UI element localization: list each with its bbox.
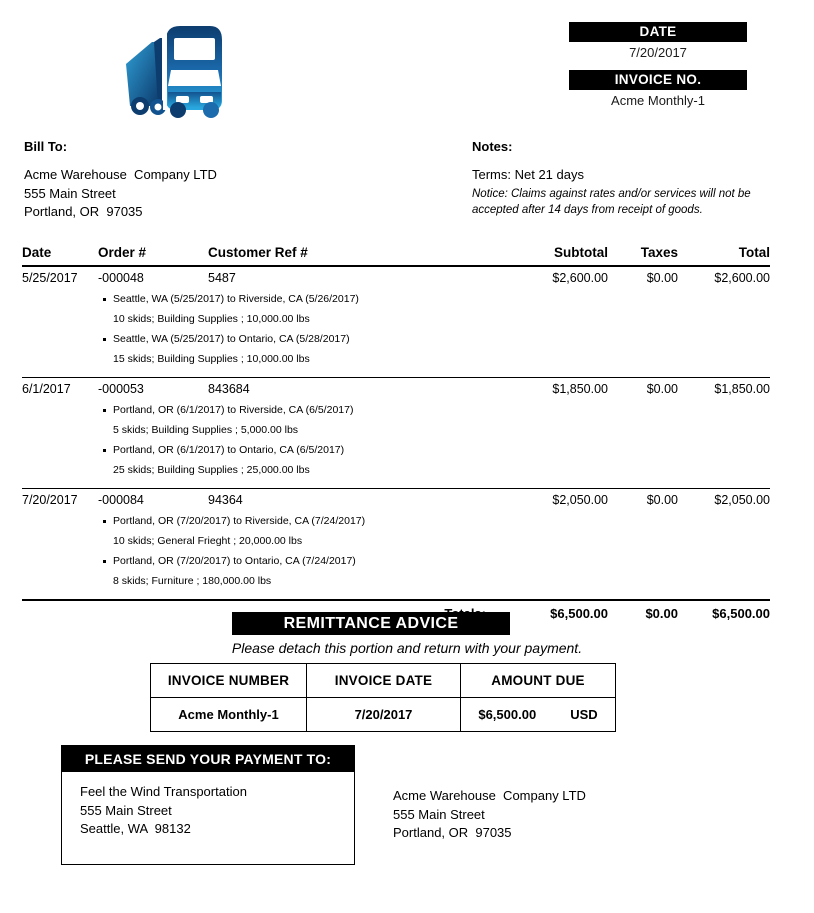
remittance-invoice-number: Acme Monthly-1 [151, 698, 307, 732]
detail-cargo: 8 skids; Furniture ; 180,000.00 lbs [113, 575, 272, 587]
remittance-invoice-date: 7/20/2017 [307, 698, 461, 732]
detail-cargo: 25 skids; Building Supplies ; 25,000.00 lbs [113, 464, 310, 476]
detail-route: Portland, OR (7/20/2017) to Ontario, CA (7/24/2017) [22, 551, 770, 571]
detail-route: Seattle, WA (5/25/2017) to Riverside, CA (5/26/2017) [22, 289, 770, 309]
row-details [22, 398, 770, 488]
row-details [22, 287, 770, 377]
remittance-table [150, 663, 616, 732]
cell-order: -000053 [98, 382, 144, 396]
remittance-subtitle: Please detach this portion and return with your payment. [231, 640, 583, 656]
column-header-order: Order # [98, 245, 147, 260]
notes-terms: Terms: Net 21 days [472, 167, 584, 182]
column-header-subtotal: Subtotal [554, 245, 608, 260]
payer-line: Portland, OR 97035 [393, 825, 512, 840]
cell-total: $1,850.00 [714, 382, 770, 396]
bill-to-label: Bill To: [24, 139, 68, 154]
invoice-table [22, 245, 770, 621]
detail-route: Seattle, WA (5/25/2017) to Ontario, CA (5/28/2017) [22, 329, 770, 349]
bill-to-line: 555 Main Street [24, 185, 116, 201]
truck-logo [118, 18, 228, 120]
notes-label: Notes: [472, 139, 513, 154]
remittance-title: REMITTANCE ADVICE [232, 612, 510, 635]
totals-total: $6,500.00 [712, 606, 770, 621]
detail-cargo: 10 skids; Building Supplies ; 10,000.00 lbs [113, 313, 310, 325]
notes-notice: Notice: Claims against rates and/or services will not be accepted after 14 days from receipt of goods. [472, 188, 751, 216]
payee-line: Feel the Wind Transportation [80, 784, 247, 799]
table-row [22, 378, 770, 488]
detail-route: Portland, OR (6/1/2017) to Ontario, CA (6/5/2017) [22, 440, 770, 460]
remittance-value-row [151, 698, 616, 732]
cell-taxes: $0.00 [646, 493, 678, 507]
payer-address [393, 787, 713, 843]
detail-cargo: 15 skids; Building Supplies ; 10,000.00 lbs [113, 353, 310, 365]
totals-taxes: $0.00 [645, 606, 678, 621]
cell-ref: 94364 [208, 493, 243, 507]
table-row [22, 267, 770, 377]
invoice-no-label: INVOICE NO. [569, 70, 747, 90]
cell-subtotal: $2,600.00 [552, 271, 608, 285]
payee-line: 555 Main Street [80, 802, 172, 818]
cell-total: $2,600.00 [714, 271, 770, 285]
table-row [22, 489, 770, 599]
column-header-date: Date [22, 245, 52, 260]
date-label: DATE [569, 22, 747, 42]
detail-cargo: 10 skids; General Frieght ; 20,000.00 lbs [113, 535, 303, 547]
bill-to-line: Acme Warehouse Company LTD [24, 167, 217, 182]
payment-heading: PLEASE SEND YOUR PAYMENT TO: [62, 746, 354, 772]
cell-order: -000048 [98, 271, 144, 285]
remittance-col-invoice-number: INVOICE NUMBER [151, 664, 307, 698]
row-details [22, 509, 770, 599]
remittance-col-amount-due: AMOUNT DUE [461, 664, 616, 698]
remittance-col-invoice-date: INVOICE DATE [307, 664, 461, 698]
column-header-taxes: Taxes [640, 245, 678, 260]
cell-order: -000084 [98, 493, 144, 507]
remittance-header-row [151, 664, 616, 698]
cell-total: $2,050.00 [714, 493, 770, 507]
date-block [569, 22, 747, 63]
cell-subtotal: $2,050.00 [552, 493, 608, 507]
payer-line: Acme Warehouse Company LTD [393, 788, 586, 803]
column-header-ref: Customer Ref # [208, 245, 308, 260]
cell-subtotal: $1,850.00 [552, 382, 608, 396]
bill-to-block [24, 139, 344, 222]
remittance-amount-due: $6,500.00 [478, 707, 537, 722]
cell-ref: 5487 [208, 271, 236, 285]
bill-to-line: Portland, OR 97035 [24, 204, 143, 219]
invoice-no-block [569, 70, 747, 111]
detail-route: Portland, OR (7/20/2017) to Riverside, CA (7/24/2017) [22, 511, 770, 531]
cell-taxes: $0.00 [646, 382, 678, 396]
table-header [22, 245, 770, 265]
detail-cargo: 5 skids; Building Supplies ; 5,000.00 lbs [113, 424, 299, 436]
cell-date: 7/20/2017 [22, 493, 78, 507]
remittance-amount-due-cell [461, 698, 616, 732]
remittance-currency: USD [570, 707, 598, 722]
payment-box [61, 745, 355, 865]
cell-ref: 843684 [208, 382, 250, 396]
cell-date: 6/1/2017 [22, 382, 71, 396]
totals-subtotal: $6,500.00 [550, 606, 608, 621]
notes-block [472, 139, 792, 218]
cell-date: 5/25/2017 [22, 271, 78, 285]
payee-address [62, 772, 354, 839]
payer-line: 555 Main Street [393, 806, 485, 822]
detail-route: Portland, OR (6/1/2017) to Riverside, CA (6/5/2017) [22, 400, 770, 420]
column-header-total: Total [738, 245, 770, 260]
invoice-no-value: Acme Monthly-1 [611, 93, 705, 108]
date-value: 7/20/2017 [629, 45, 687, 60]
cell-taxes: $0.00 [646, 271, 678, 285]
payee-line: Seattle, WA 98132 [80, 821, 191, 836]
